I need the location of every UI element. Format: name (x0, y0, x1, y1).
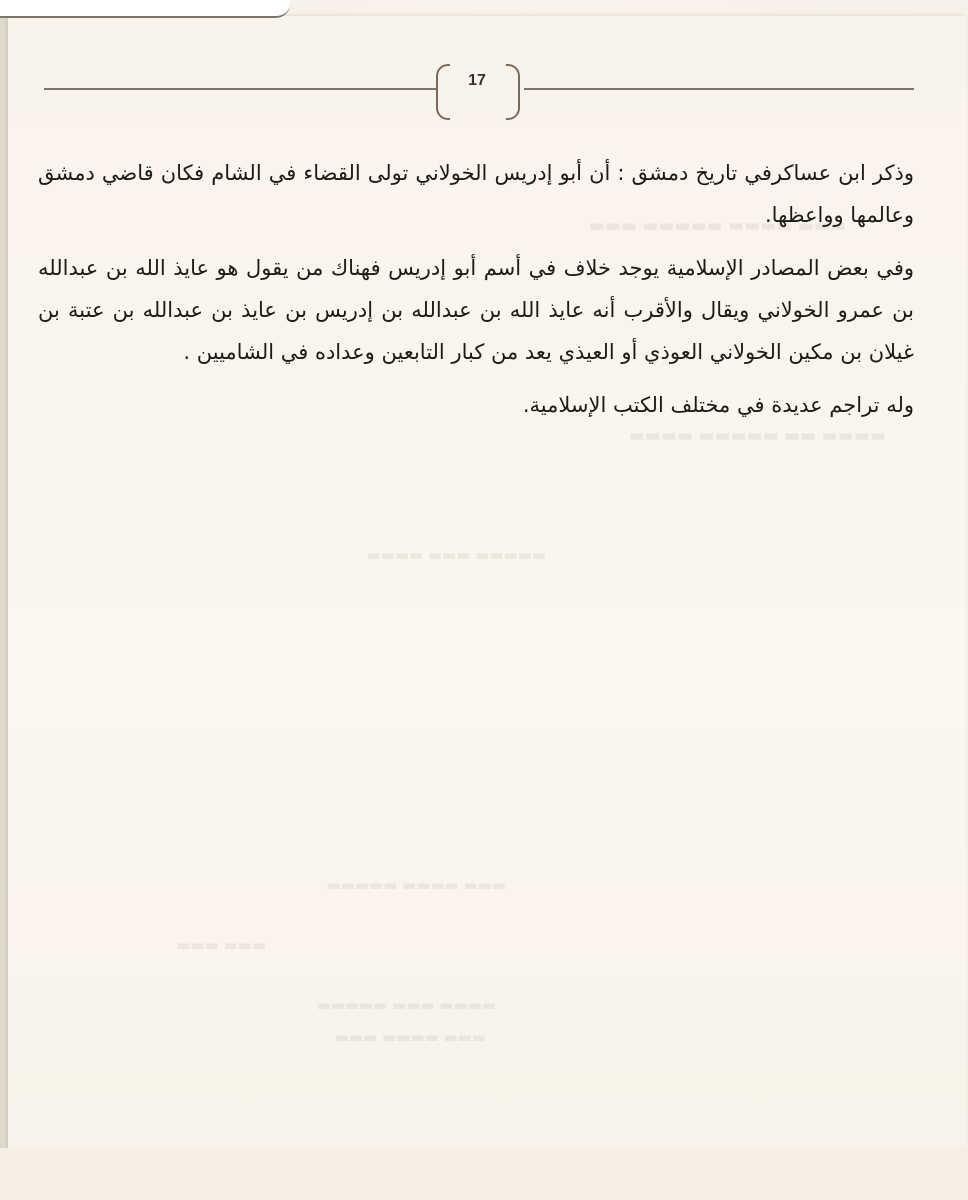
header-rule-left (44, 88, 436, 90)
background-strip (0, 1148, 968, 1200)
paragraph-2: وفي بعض المصادر الإسلامية يوجد خلاف في أسم أبو إدريس فهناك من يقول هو عايذ الله بن عبدالله بن عمرو الخولاني ويقال والأقرب أنه عايذ الله بن عبدالله بن إدريس بن عايذ بن عبدالله بن عتبة بن غيلان بن مكين الخولاني العوذي أو العيذي يعد من كبار التابعين وعداده في الشاميين . (38, 256, 914, 364)
body-text (38, 152, 914, 437)
bleed-through-text: ▬▬▬ ▬▬▬▬ ▬▬▬ (334, 1028, 486, 1046)
paragraph-3: وله تراجم عديدة في مختلف الكتب الإسلامية. (522, 393, 914, 417)
page-number-bracket-right (506, 64, 520, 120)
bleed-through-text: ▬▬▬▬ ▬▬▬ ▬▬▬▬▬ (316, 996, 496, 1014)
bleed-through-text: ▬▬▬▬ ▬▬ ▬▬▬▬▬ ▬▬▬▬ (628, 426, 886, 446)
paragraph-1: وذكر ابن عساكرفي تاريخ دمشق : أن أبو إدريس الخولاني تولى القضاء في الشام فكان قاضي دمشق وعالمها وواعظها. (38, 161, 914, 227)
bleed-through-text: ▬▬▬▬▬ ▬▬▬ ▬▬▬▬ (366, 546, 546, 564)
top-edge-strip (0, 0, 290, 18)
bleed-through-text: ▬▬▬ ▬▬▬▬ ▬▬▬▬▬ ▬▬▬ (588, 216, 846, 236)
header-rule-right (524, 88, 914, 90)
page-number: 17 (468, 72, 486, 89)
bleed-through-text: ▬▬▬ ▬▬▬ (176, 936, 266, 954)
bleed-through-text: ▬▬▬ ▬▬▬▬ ▬▬▬▬▬ (326, 876, 506, 894)
